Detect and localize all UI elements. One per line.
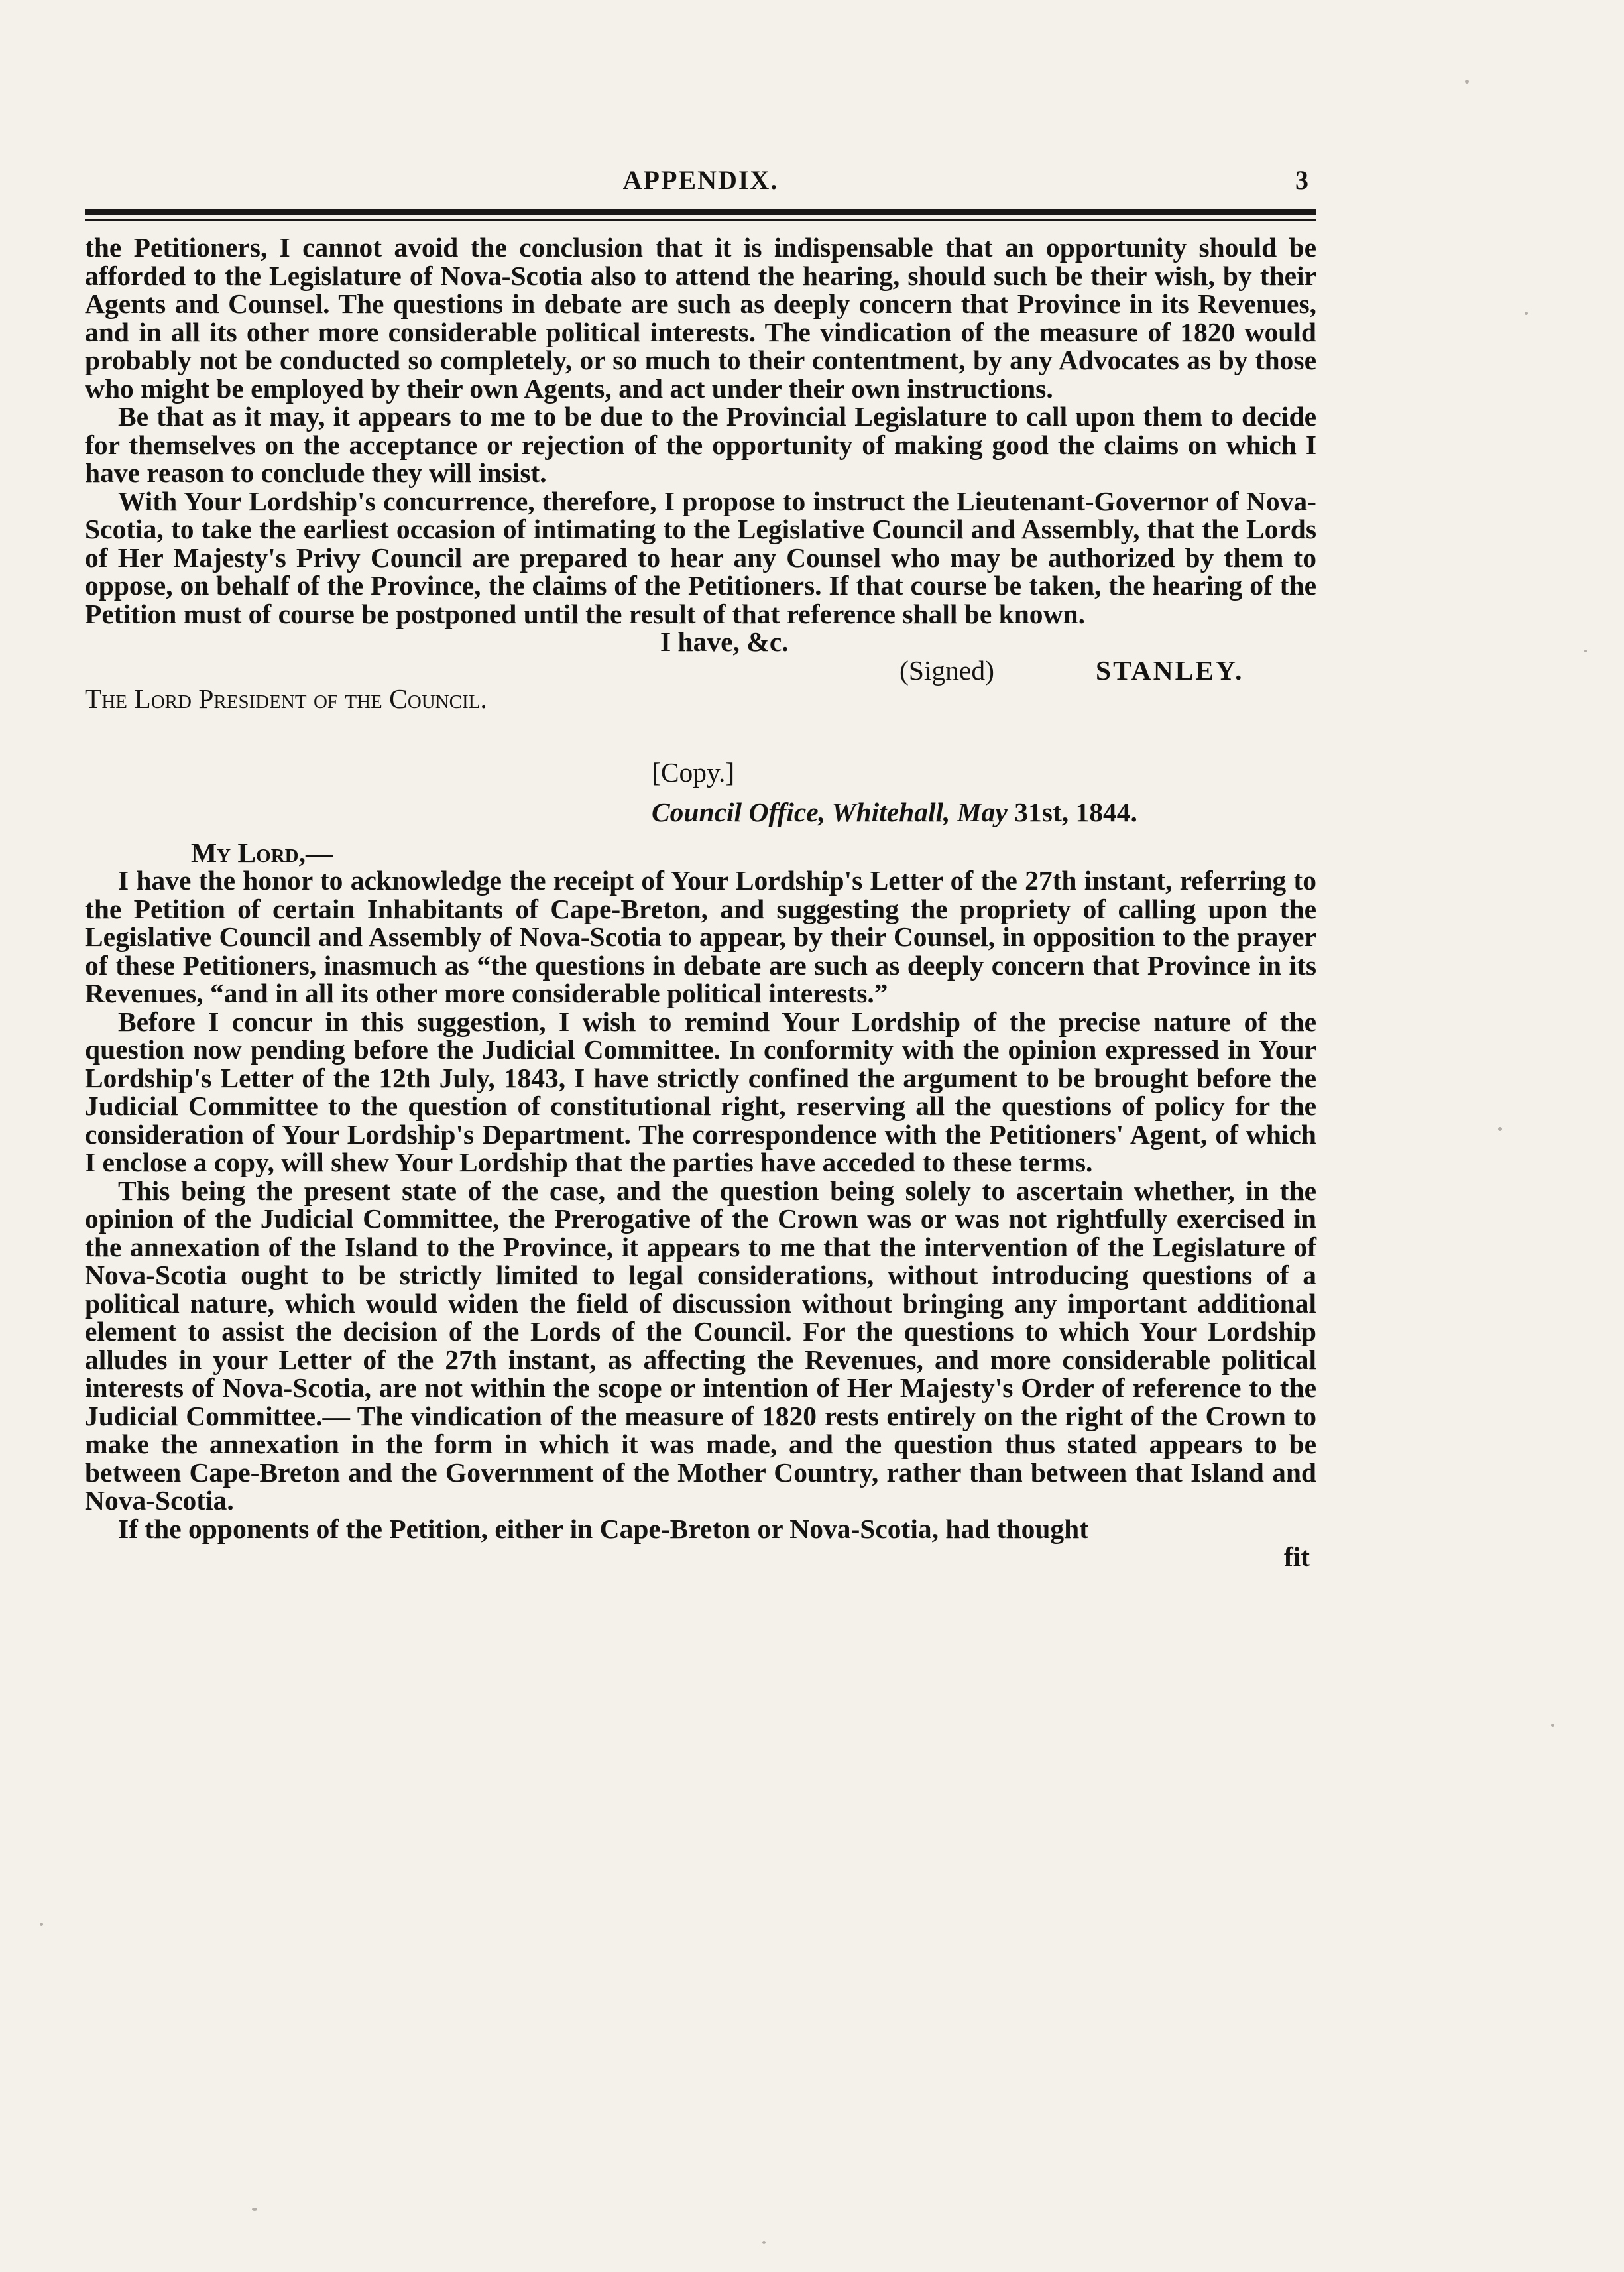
signed-label: (Signed)	[899, 655, 994, 686]
letter-date: 31st, 1844.	[1014, 797, 1137, 827]
paper-speck	[1498, 1127, 1502, 1131]
paragraph: the Petitioners, I cannot avoid the conclusion that it is indispensable that an opportunity should be afforded to the Legislature of Nova-Scotia also to attend the hearing, should such be their wish, by their Agents and Counsel. The questions in debate are such as deeply concern that Province in its Revenues, and in all its other more considerable political interests. The vindication of the measure of 1820 would probably not be conducted so completely, or so much to their contentment, by any Advocates as by those who might be employed by their own Agents, and act under their own instructions.	[85, 232, 1316, 404]
paragraph: This being the present state of the case, and the question being solely to ascertain whether, in the opinion of the Judicial Committee, the Prerogative of the Crown was or was not rightfully exercised in the annexation of the Island to the Province, it appears to me that the intervention of the Legislature of Nova-Scotia ought to be strictly limited to legal considerations, without introducing questions of a political nature, which would widen the field of discussion without bringing any important additional element to assist the decision of the Lords of the Council. For the questions to which Your Lordship alludes in your Letter of the 27th instant, as affecting the Revenues, and more considerable political interests of Nova-Scotia, are not within the scope or intention of Her Majesty's Order of reference to the Judicial Committee.— The vindication of the measure of 1820 rests entirely on the right of the Crown to make the annexation in the form in which it was made, and the question thus stated appears to be between Cape-Breton and the Government of the Mother Country, rather than between that Island and Nova-Scotia.	[85, 1175, 1316, 1516]
copy-label: [Copy.]	[652, 756, 735, 788]
paper-speck	[1465, 80, 1469, 84]
running-head: APPENDIX.	[622, 165, 779, 195]
paragraph: I have the honor to acknowledge the receipt of Your Lordship's Letter of the 27th instant, referring to the Petition of certain Inhabitants of Cape-Breton, and suggesting the propriety of calling upon the Legislative Council and Assembly of Nova-Scotia to appear, by their Counsel, in opposition to the prayer of these Petitioners, inasmuch as “the questions in debate are such as deeply concern that Province in its Revenues, “and in all its other more considerable political interests.”	[85, 865, 1316, 1008]
header-rule	[85, 209, 1316, 215]
paper-speck	[40, 1923, 43, 1926]
letter-dateline	[85, 798, 1316, 827]
paragraph: With Your Lordship's concurrence, therefore, I propose to instruct the Lieutenant-Governor of Nova-Scotia, to take the earliest occasion of intimating to the Legislative Council and Assembly, that the Lords of Her Majesty's Privy Council are prepared to hear any Counsel who may be authorized by them to oppose, on behalf of the Province, the claims of the Petitioners. If that course be taken, the hearing of the Petition must of course be postponed until the result of that reference shall be known.	[85, 485, 1316, 629]
header-rule-thin	[85, 219, 1316, 221]
paper-speck	[1584, 650, 1587, 652]
addressee: The Lord President of the Council.	[85, 684, 487, 714]
salutation: My Lord,—	[191, 837, 333, 868]
closing-formula: I have, &c.	[660, 627, 789, 657]
signature-line	[85, 656, 1316, 685]
paper-speck	[252, 2208, 257, 2211]
page-number: 3	[1295, 165, 1308, 195]
office-location: Council Office, Whitehall, May	[652, 797, 1008, 827]
paragraph: Before I concur in this suggestion, I wish to remind Your Lordship of the precise nature of the question now pending before the Judicial Committee. In conformity with the opinion expressed in Your Lordship's Letter of the 12th July, 1843, I have strictly confined the argument to be brought before the Judicial Committee to the question of constitutional right, reserving all the questions of policy for the consideration of Your Lordship's Department. The correspondence with the Petitioners' Agent, of which I enclose a copy, will shew Your Lordship that the parties have acceded to these terms.	[85, 1006, 1316, 1177]
signatory-name: STANLEY.	[1096, 655, 1244, 686]
paragraph: Be that as it may, it appears to me to be due to the Provincial Legislature to call upon them to decide for themselves on the acceptance or rejection of the opportunity of making good the claims on which I have reason to conclude they will insist.	[85, 401, 1316, 488]
paper-speck	[762, 2241, 766, 2244]
page-header	[85, 164, 1316, 204]
closing-line	[85, 628, 1316, 656]
page-body	[85, 233, 1316, 1571]
paragraph: If the opponents of the Petition, either in Cape-Breton or Nova-Scotia, had thought	[118, 1513, 1089, 1544]
paper-speck	[1551, 1724, 1554, 1727]
catchword: fit	[1283, 1541, 1310, 1572]
paper-speck	[1525, 312, 1528, 315]
